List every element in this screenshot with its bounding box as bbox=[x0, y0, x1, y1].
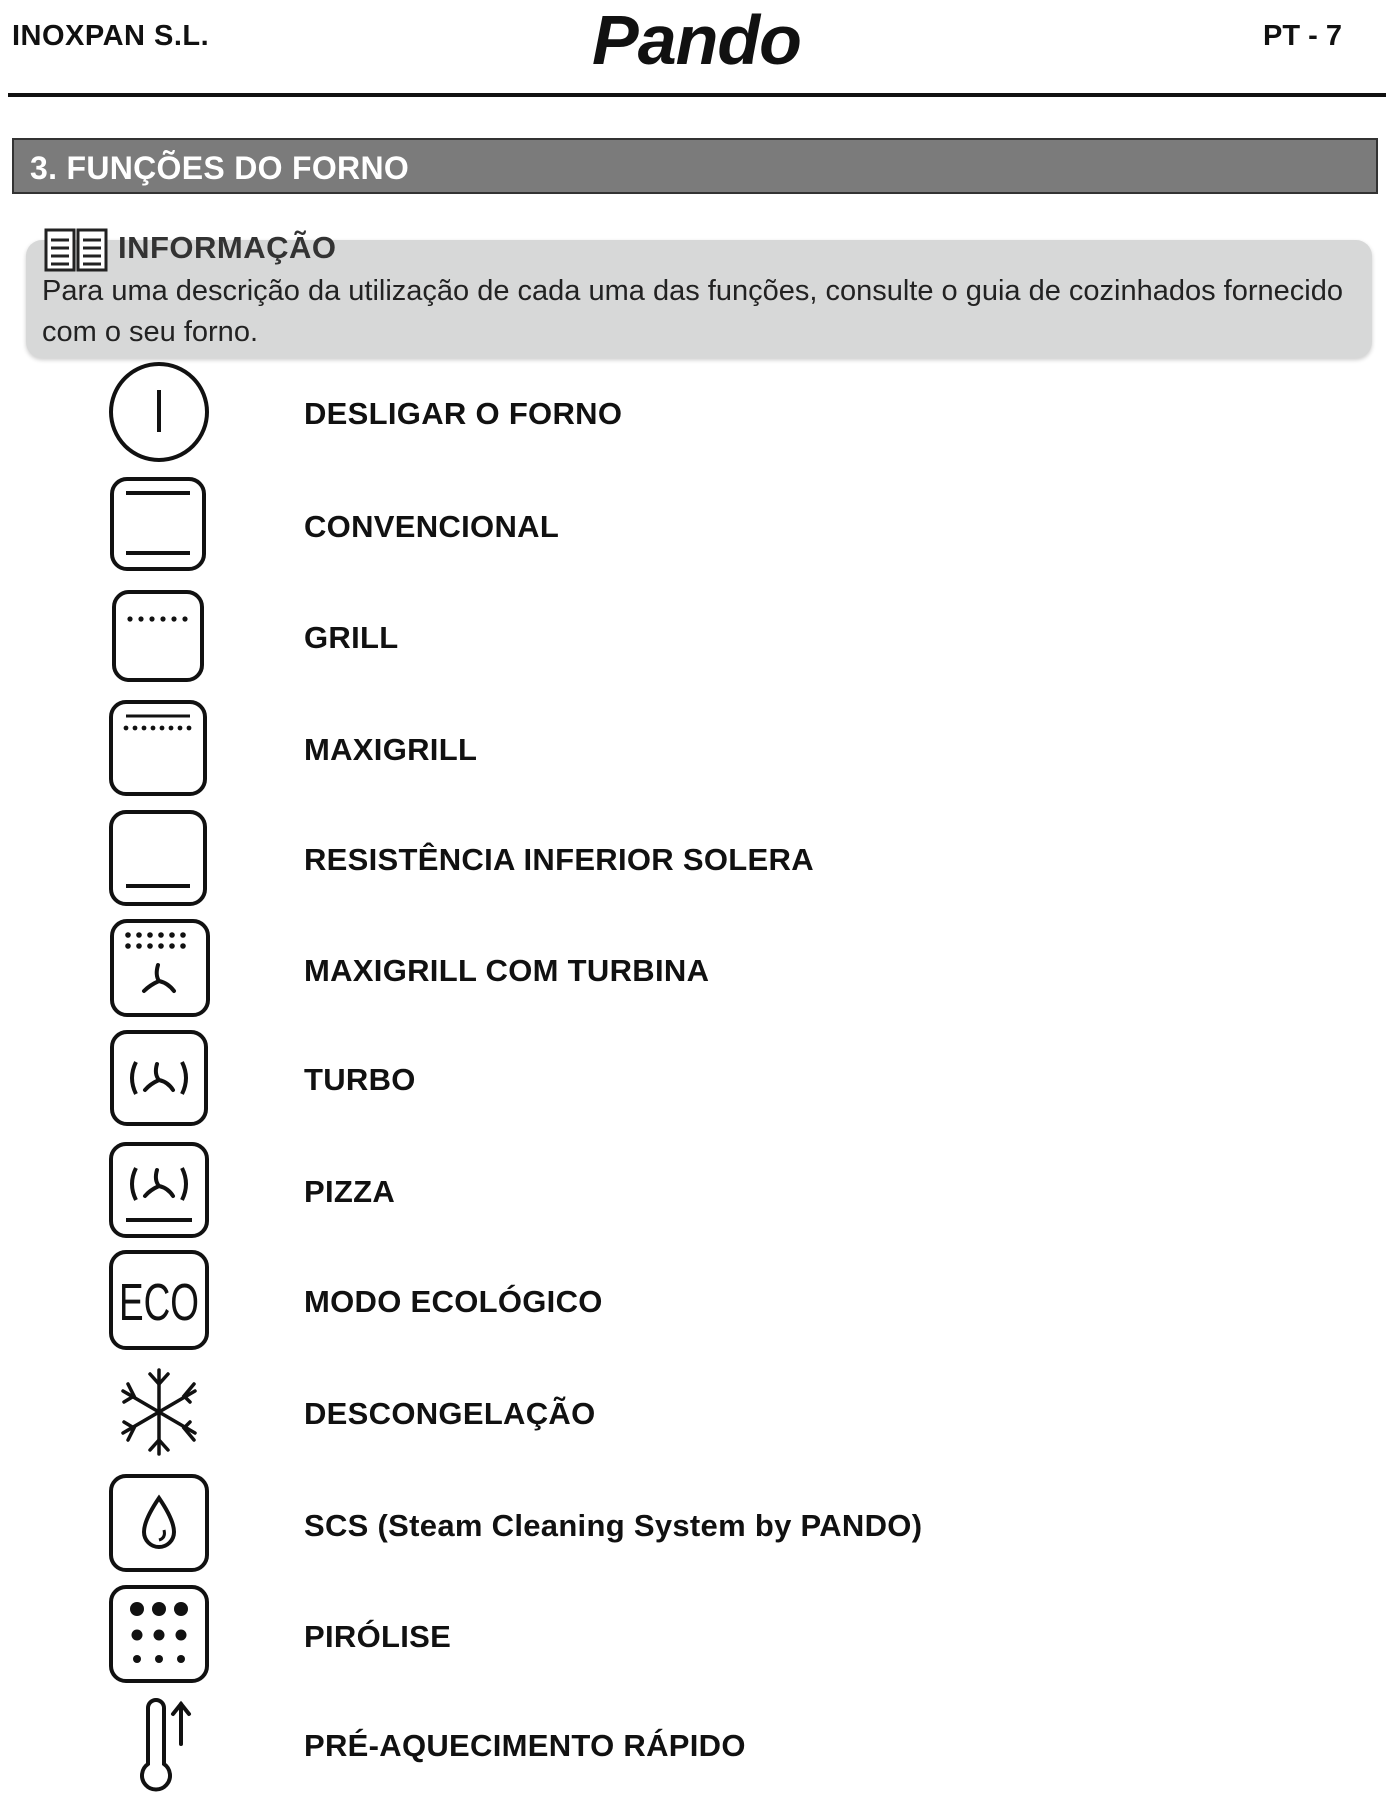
power-off-icon bbox=[104, 362, 214, 462]
function-label: TURBO bbox=[304, 1062, 416, 1097]
water-drop-icon bbox=[104, 1474, 214, 1574]
function-label: RESISTÊNCIA INFERIOR SOLERA bbox=[304, 842, 814, 877]
list-item bbox=[0, 1250, 1391, 1350]
company-name: INOXPAN S.L. bbox=[12, 20, 210, 52]
function-label: MAXIGRILL bbox=[304, 732, 478, 767]
function-label: SCS (Steam Cleaning System by PANDO) bbox=[304, 1508, 923, 1543]
conventional-icon bbox=[104, 475, 214, 575]
grill-icon bbox=[104, 586, 214, 686]
function-label: DESLIGAR O FORNO bbox=[304, 396, 623, 431]
function-label: MAXIGRILL COM TURBINA bbox=[304, 953, 710, 988]
turbo-fan-icon bbox=[104, 1028, 214, 1128]
svg-text:ECO: ECO bbox=[119, 1274, 199, 1332]
list-item bbox=[0, 362, 1391, 462]
thermometer-up-icon bbox=[104, 1694, 214, 1794]
list-item bbox=[0, 698, 1391, 798]
function-label: PIZZA bbox=[304, 1174, 396, 1209]
list-item bbox=[0, 1585, 1391, 1685]
function-label: MODO ECOLÓGICO bbox=[304, 1284, 603, 1319]
list-item bbox=[0, 1474, 1391, 1574]
list-item bbox=[0, 808, 1391, 908]
bottom-heat-icon bbox=[104, 808, 214, 908]
function-label: PRÉ-AQUECIMENTO RÁPIDO bbox=[304, 1728, 746, 1763]
page-number: PT - 7 bbox=[1263, 20, 1342, 52]
function-label: DESCONGELAÇÃO bbox=[304, 1396, 596, 1431]
list-item bbox=[0, 1694, 1391, 1794]
list-item bbox=[0, 1028, 1391, 1128]
maxigrill-icon bbox=[104, 698, 214, 798]
pyrolysis-dots-icon bbox=[104, 1585, 214, 1685]
maxigrill-fan-icon bbox=[104, 919, 214, 1019]
list-item bbox=[0, 1140, 1391, 1240]
function-label: CONVENCIONAL bbox=[304, 509, 560, 544]
pizza-icon bbox=[104, 1140, 214, 1240]
eco-icon bbox=[104, 1250, 214, 1350]
list-item bbox=[0, 475, 1391, 575]
brand-logo: Pando bbox=[592, 1, 801, 79]
function-label: GRILL bbox=[304, 620, 399, 655]
info-heading: INFORMAÇÃO bbox=[118, 230, 337, 265]
list-item bbox=[0, 586, 1391, 686]
snowflake-icon bbox=[104, 1362, 214, 1462]
list-item bbox=[0, 919, 1391, 1019]
list-item bbox=[0, 1362, 1391, 1462]
function-label: PIRÓLISE bbox=[304, 1619, 452, 1654]
section-title: 3. FUNÇÕES DO FORNO bbox=[30, 150, 410, 186]
info-text: Para uma descrição da utilização de cada uma das funções, consulte o guia de cozinhados fornecido com o seu forno. bbox=[42, 275, 1343, 348]
